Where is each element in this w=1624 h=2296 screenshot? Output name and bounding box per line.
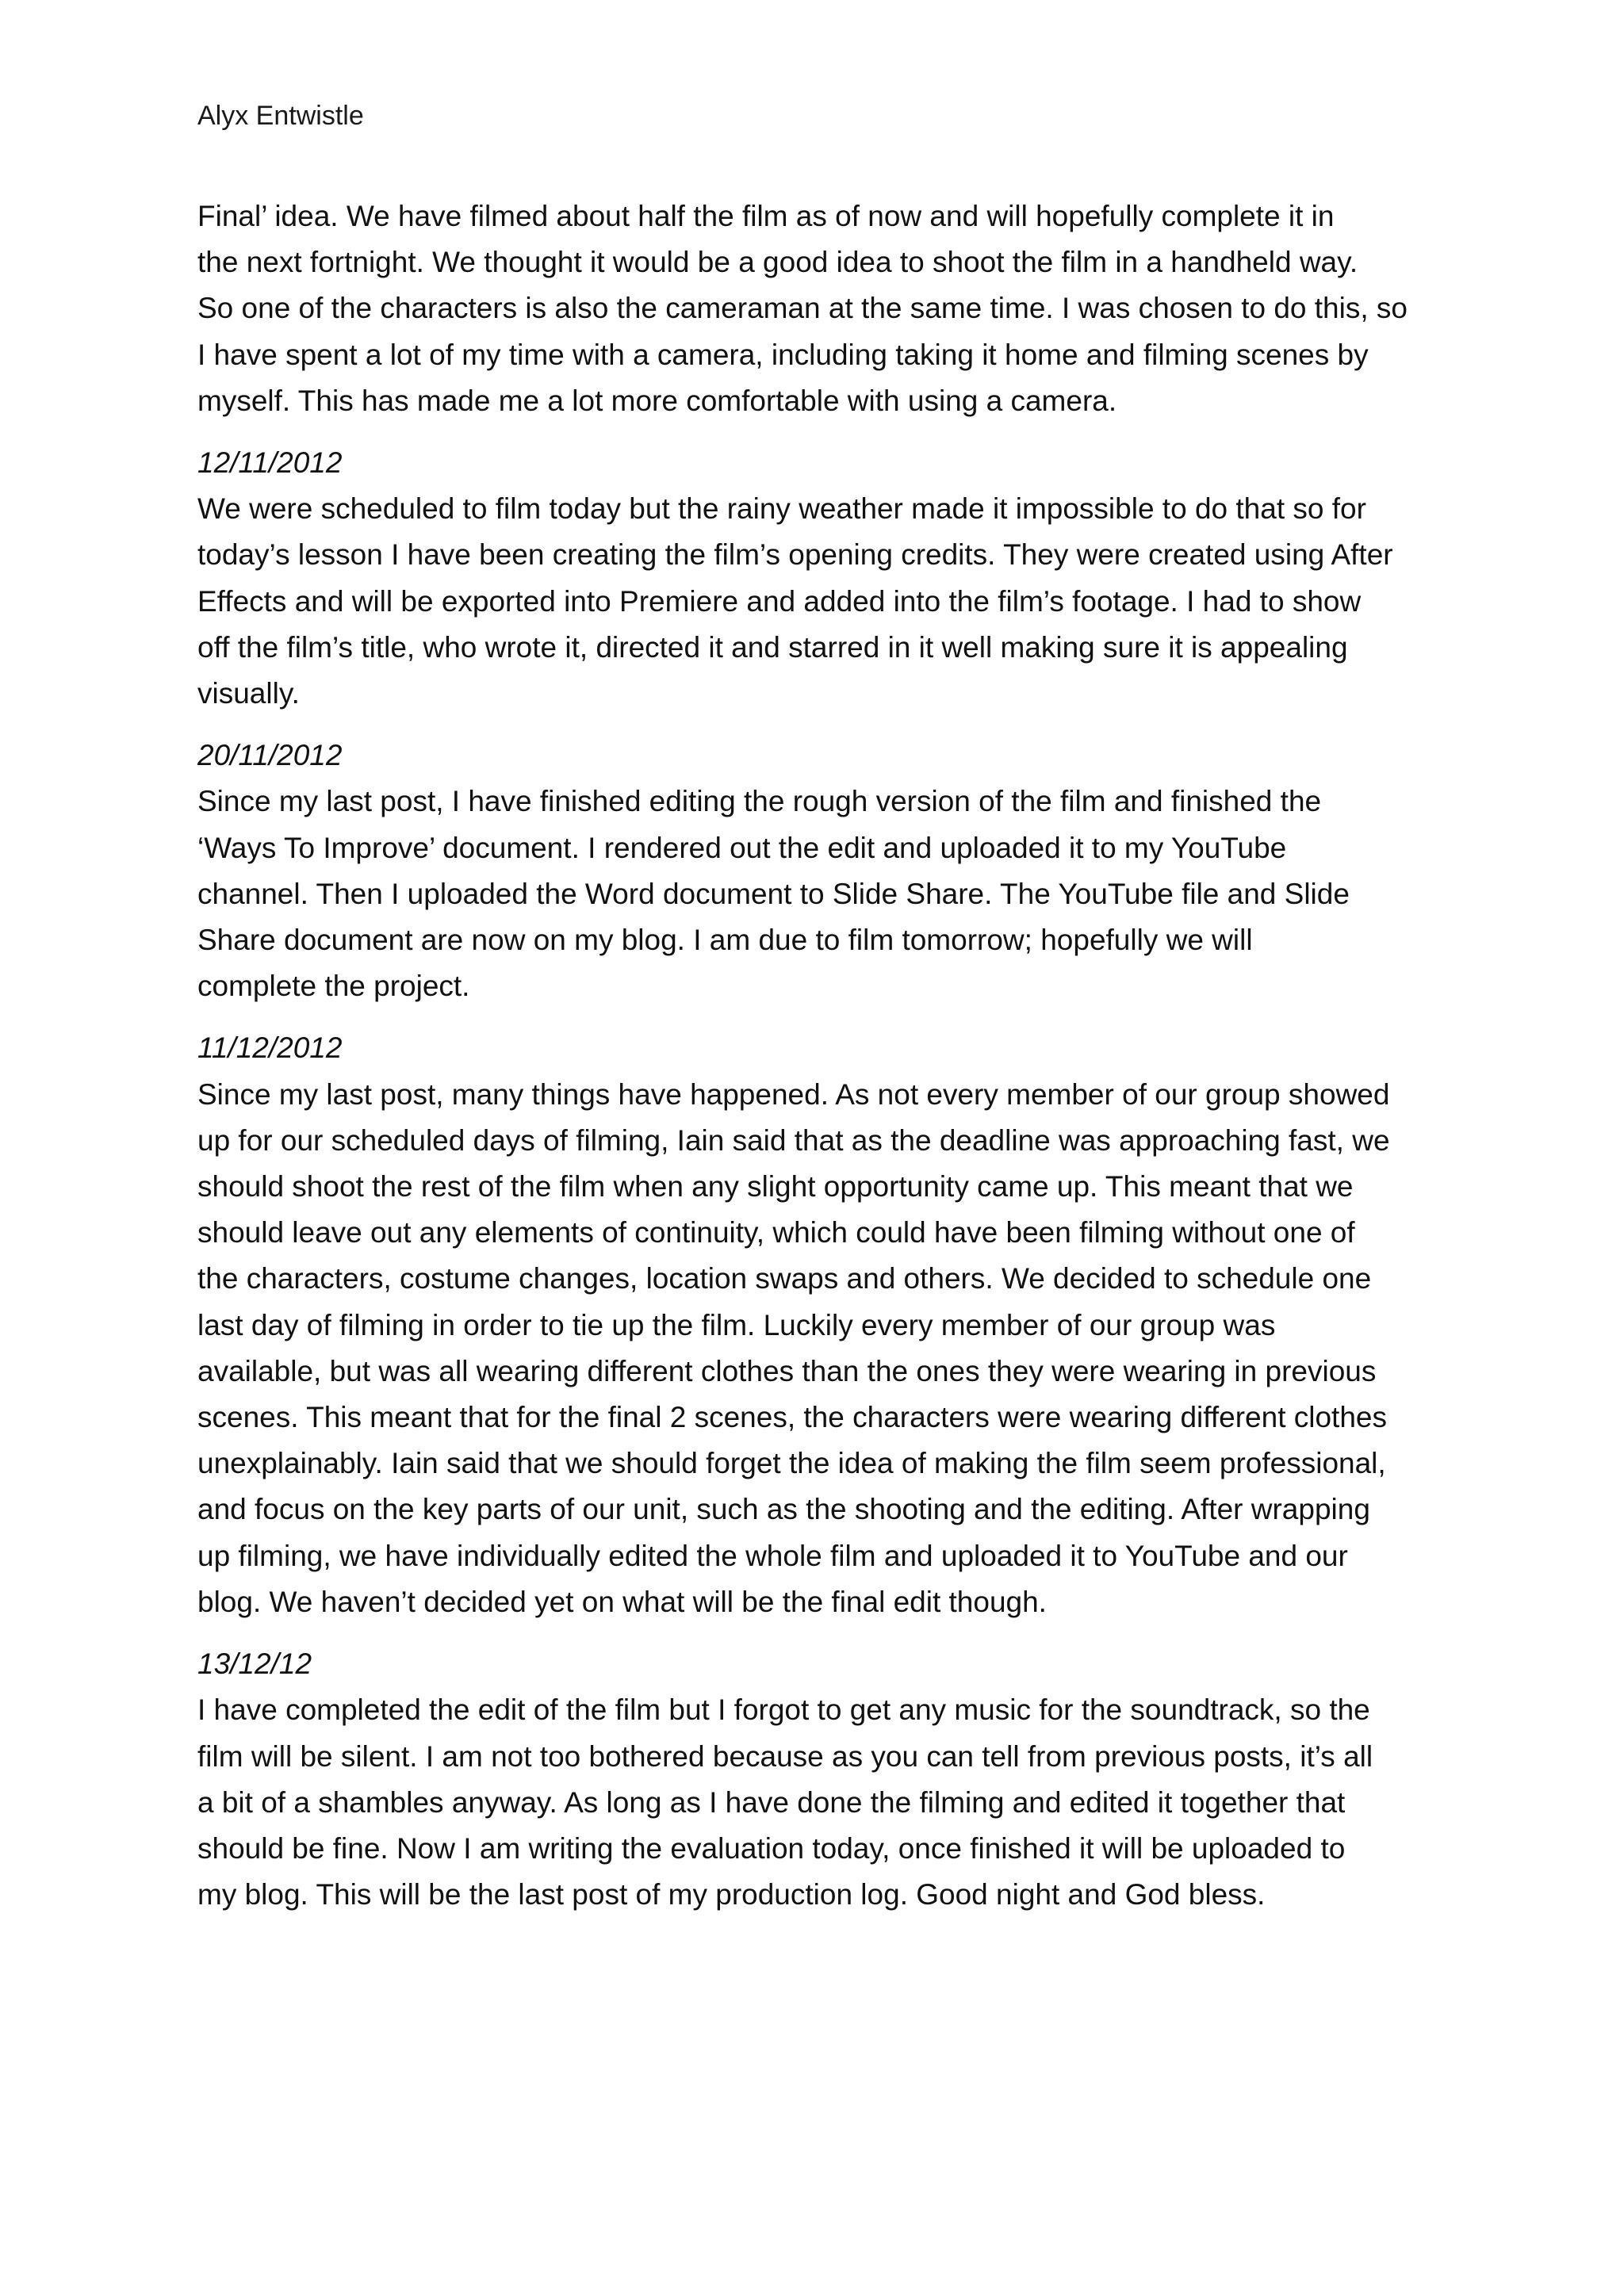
text-line: So one of the characters is also the cameraman at the same time. I was chosen to do this, so <box>197 292 1408 325</box>
text-line: my blog. This will be the last post of my production log. Good night and God bless. <box>197 1878 1266 1911</box>
text-line: channel. Then I uploaded the Word document to Slide Share. The YouTube file and Slide <box>197 877 1350 910</box>
text-line: the characters, costume changes, location swaps and others. We decided to schedule one <box>197 1262 1372 1295</box>
text-line: I have completed the edit of the film but I forgot to get any music for the soundtrack, so the <box>197 1693 1370 1727</box>
text-line: off the film’s title, who wrote it, directed it and starred in it well making sure it is appealing <box>197 630 1348 664</box>
text-line: blog. We haven’t decided yet on what will be the final edit though. <box>197 1585 1047 1618</box>
text-line: visually. <box>197 677 300 710</box>
entry-date: 12/11/2012 <box>197 446 343 480</box>
text-line: Final’ idea. We have filmed about half the film as of now and will hopefully complete it in <box>197 200 1335 232</box>
text-line: today’s lesson I have been creating the film’s opening credits. They were created using After <box>197 538 1393 572</box>
text-line: unexplainably. Iain said that we should forget the idea of making the film seem professional, <box>197 1447 1386 1480</box>
text-line: should be fine. Now I am writing the evaluation today, once finished it will be uploaded to <box>197 1831 1346 1865</box>
text-line: scenes. This meant that for the final 2 scenes, the characters were wearing different clothes <box>197 1401 1387 1434</box>
text-line: the next fortnight. We thought it would be a good idea to shoot the film in a handheld way. <box>197 246 1358 279</box>
entry-paragraph <box>197 1072 1434 1625</box>
entry-date: 11/12/2012 <box>197 1031 343 1065</box>
intro-paragraph <box>197 193 1434 424</box>
log-entry <box>197 1641 1434 1918</box>
text-line: Effects and will be exported into Premiere and added into the film’s footage. I had to show <box>197 584 1362 618</box>
text-line: Share document are now on my blog. I am due to film tomorrow; hopefully we will <box>197 924 1253 957</box>
entry-paragraph <box>197 486 1434 717</box>
entry-paragraph <box>197 779 1434 1009</box>
author-header: Alyx Entwistle <box>197 101 364 131</box>
text-line: complete the project. <box>197 970 470 1003</box>
document-body <box>197 193 1434 1918</box>
text-line: Since my last post, I have finished editing the rough version of the film and finished the <box>197 785 1322 818</box>
text-line: last day of filming in order to tie up the film. Luckily every member of our group was <box>197 1308 1276 1341</box>
text-line: film will be silent. I am not too bothered because as you can tell from previous posts, it’s all <box>197 1739 1373 1773</box>
text-line: up filming, we have individually edited the whole film and uploaded it to YouTube and our <box>197 1539 1348 1572</box>
entry-date: 13/12/12 <box>197 1647 312 1681</box>
text-line: ‘Ways To Improve’ document. I rendered out the edit and uploaded it to my YouTube <box>197 831 1287 864</box>
log-entry <box>197 440 1434 717</box>
log-entry <box>197 733 1434 1009</box>
text-line: We were scheduled to film today but the rainy weather made it impossible to do that so for <box>197 492 1366 526</box>
text-line: should shoot the rest of the film when any slight opportunity came up. This meant that we <box>197 1170 1354 1203</box>
text-line: available, but was all wearing different clothes than the ones they were wearing in previous <box>197 1354 1377 1387</box>
text-line: and focus on the key parts of our unit, such as the shooting and the editing. After wrapping <box>197 1493 1370 1526</box>
text-line: Since my last post, many things have happened. As not every member of our group showed <box>197 1077 1390 1111</box>
text-line: a bit of a shambles anyway. As long as I have done the filming and edited it together that <box>197 1785 1346 1819</box>
entry-date: 20/11/2012 <box>197 739 343 772</box>
text-line: up for our scheduled days of filming, Iain said that as the deadline was approaching fast, we <box>197 1123 1390 1157</box>
text-line: myself. This has made me a lot more comfortable with using a camera. <box>197 384 1117 417</box>
log-entry <box>197 1025 1434 1625</box>
entry-paragraph <box>197 1687 1434 1918</box>
text-line: I have spent a lot of my time with a camera, including taking it home and filming scenes by <box>197 338 1369 371</box>
text-line: should leave out any elements of continuity, which could have been filming without one of <box>197 1216 1355 1249</box>
